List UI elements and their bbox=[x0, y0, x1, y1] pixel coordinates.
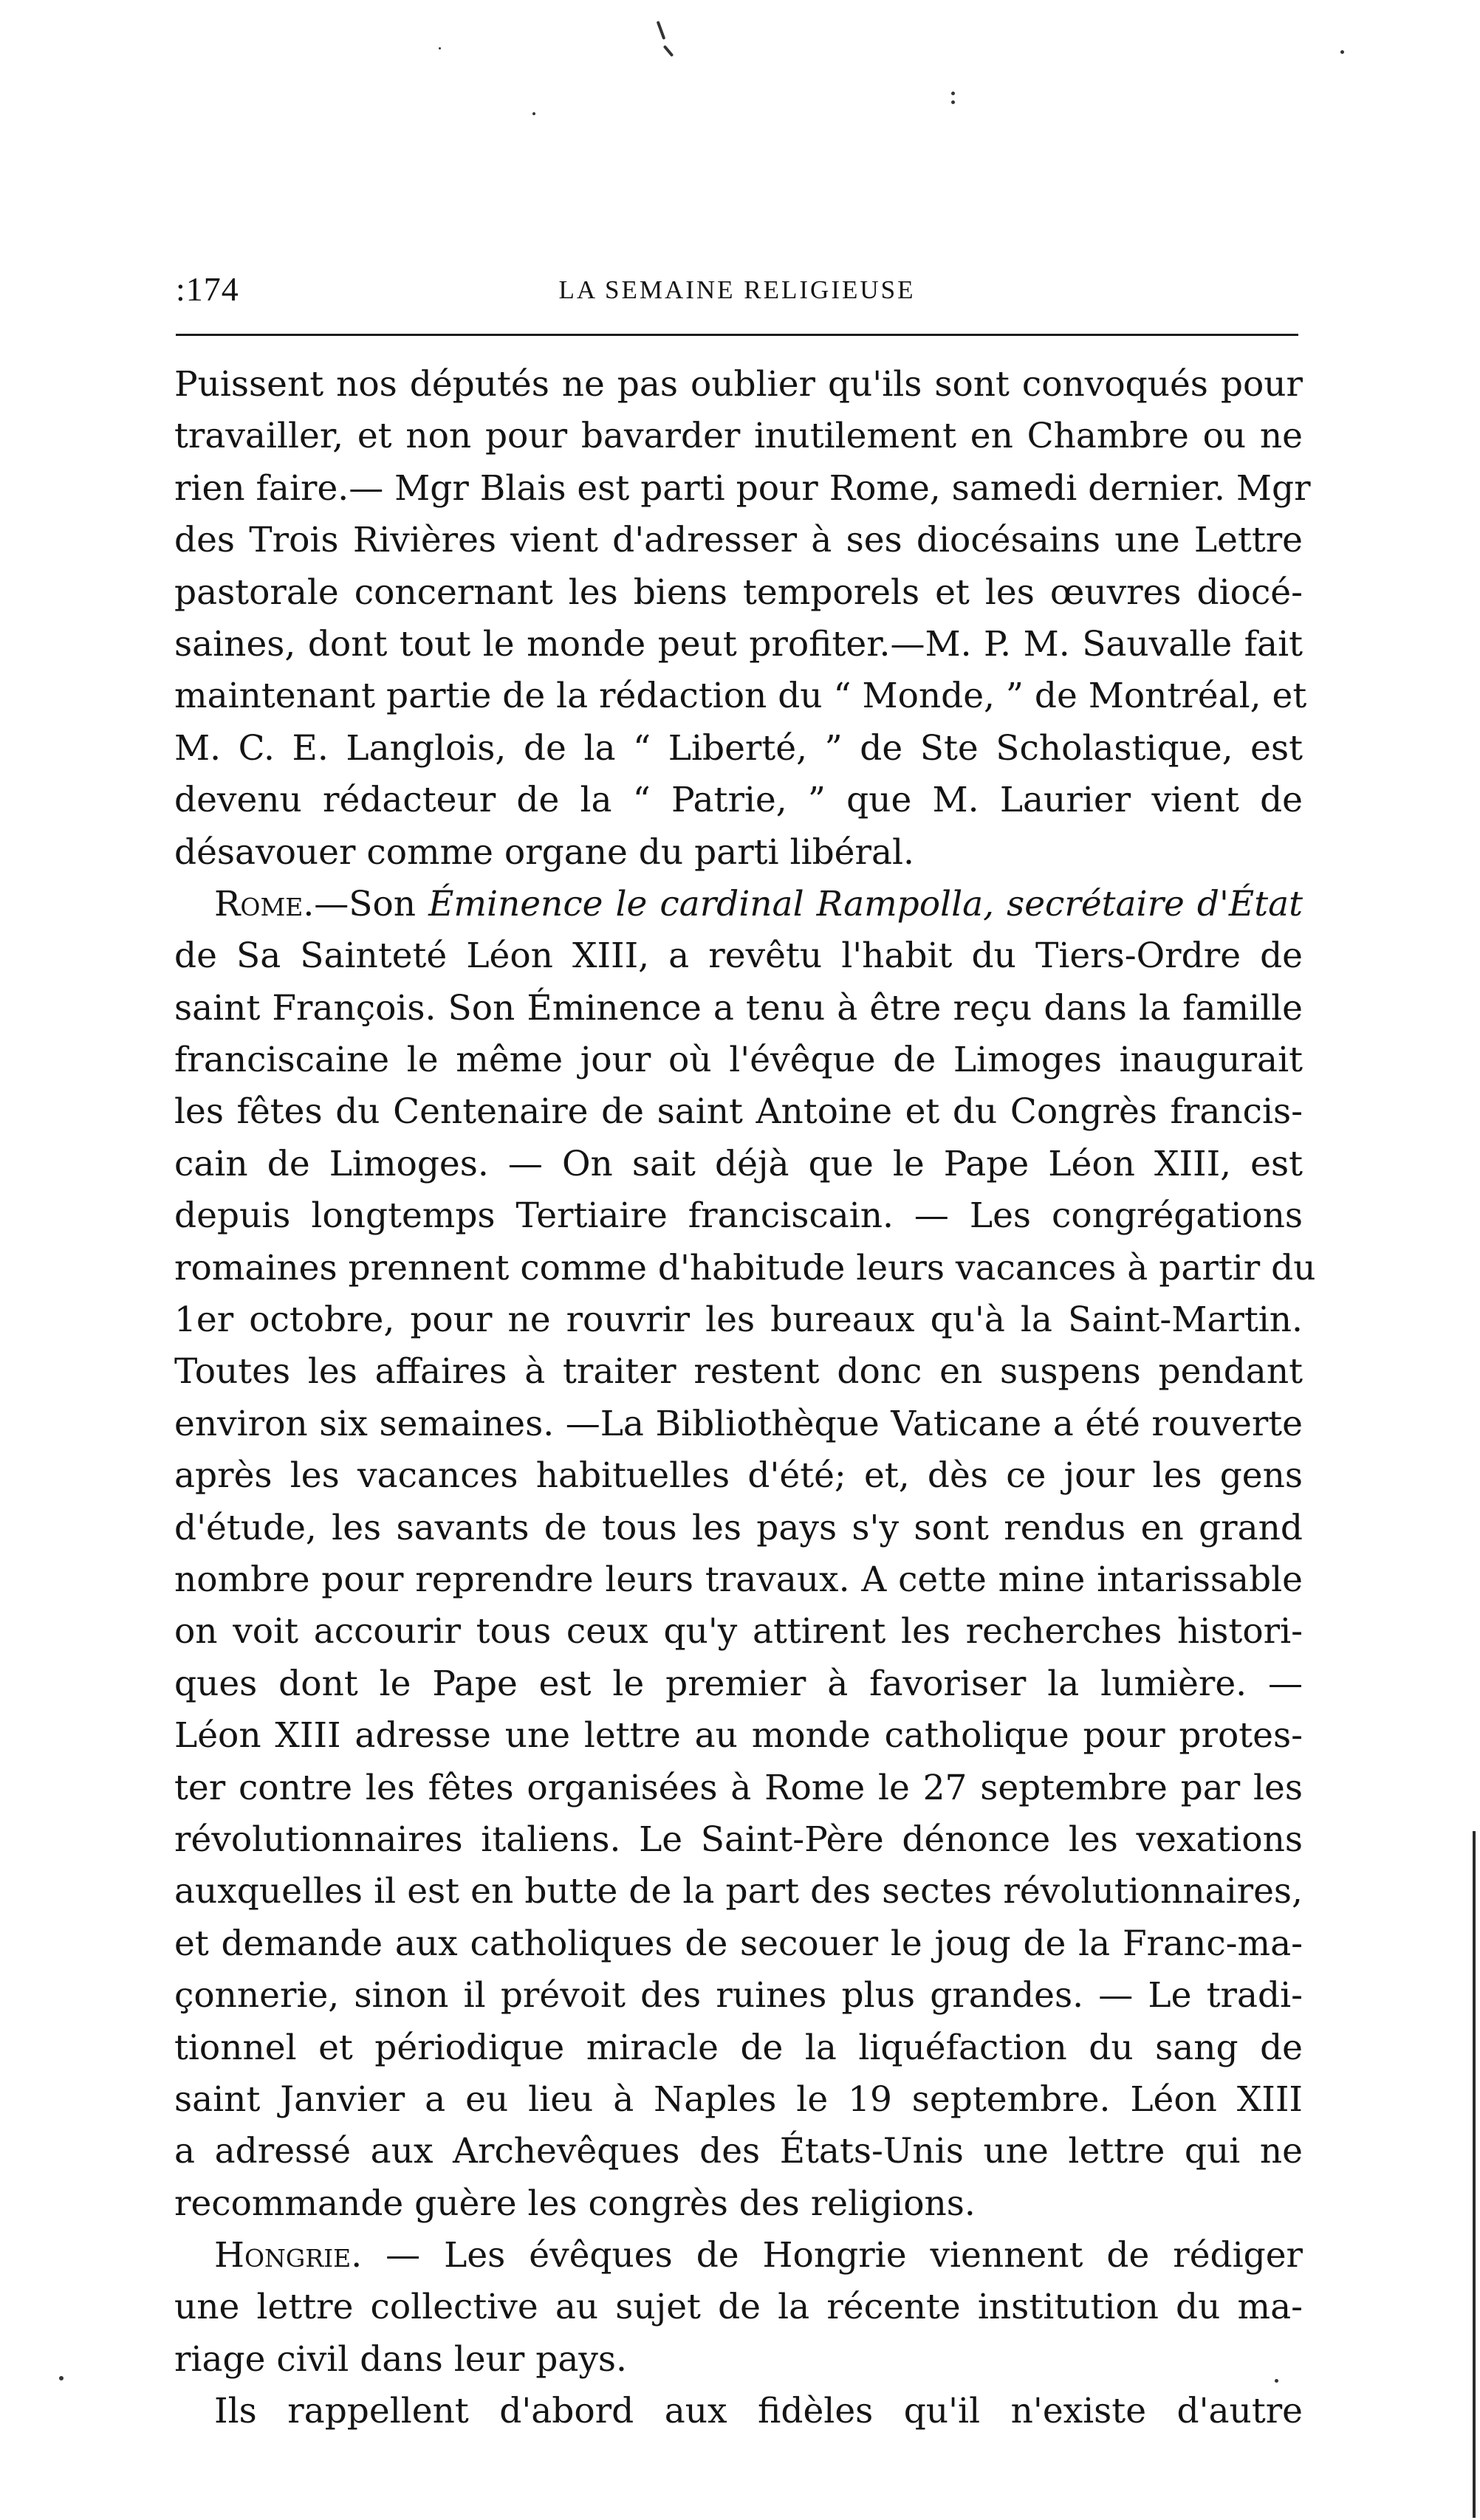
rome-paragraph-start bbox=[174, 879, 1303, 930]
print-speck bbox=[657, 21, 666, 40]
print-speck bbox=[663, 45, 674, 57]
text-line: de Sa Sainteté Léon XIII, a revêtu l'habit du Tiers-Ordre de bbox=[174, 935, 1303, 977]
rome-italic-text: Éminence le cardinal Rampolla, secrétaire d'État bbox=[428, 883, 1303, 924]
running-title: LA SEMAINE RELIGIEUSE bbox=[558, 275, 916, 304]
text-line: depuis longtemps Tertiaire franciscain. — Les congrégations bbox=[174, 1195, 1303, 1237]
text-line: tionnel et périodique miracle de la liquéfaction du sang de bbox=[174, 2027, 1303, 2068]
text-line: devenu rédacteur de la “ Patrie, ” que M. Laurier vient de bbox=[174, 780, 1303, 821]
page-edge-shadow bbox=[1473, 1831, 1476, 2518]
hongrie-heading: Hongrie. bbox=[214, 2235, 363, 2276]
text-line: révolutionnaires italiens. Le Saint-Père dénonce les vexations bbox=[174, 1819, 1303, 1860]
text-line: riage civil dans leur pays. bbox=[174, 2338, 627, 2380]
page-number: :174 bbox=[176, 270, 239, 308]
text-line: et demande aux catholiques de secouer le joug de la Franc-ma- bbox=[174, 1923, 1303, 1964]
text-line: cain de Limoges. — On sait déjà que le Pape Léon XIII, est bbox=[174, 1143, 1303, 1184]
hongrie-text: — Les évêques de Hongrie viennent de rédiger bbox=[362, 2235, 1303, 2276]
text-line: 1er octobre, pour ne rouvrir les bureaux qu'à la Saint-Martin. bbox=[174, 1300, 1303, 1341]
text-line: maintenant partie de la rédaction du “ Monde, ” de Montréal, et bbox=[174, 676, 1307, 717]
text-line: saint François. Son Éminence a tenu à être reçu dans la famille bbox=[174, 987, 1303, 1029]
print-speck bbox=[1340, 50, 1344, 54]
print-speck bbox=[951, 100, 955, 104]
text-line: désavouer comme organe du parti libéral. bbox=[174, 831, 914, 873]
text-line: on voit accourir tous ceux qu'y attirent les recherches histori- bbox=[174, 1611, 1303, 1652]
text-line: saint Janvier a eu lieu à Naples le 19 septembre. Léon XIII bbox=[174, 2078, 1303, 2120]
rome-dash: —Son bbox=[314, 883, 429, 924]
text-line: d'étude, les savants de tous les pays s'y sont rendus en grand bbox=[174, 1507, 1303, 1548]
text-line: travailler, et non pour bavarder inutilement en Chambre ou ne bbox=[174, 416, 1303, 457]
text-line: Toutes les affaires à traiter restent donc en suspens pendant bbox=[174, 1351, 1303, 1393]
text-line: des Trois Rivières vient d'adresser à ses diocésains une Lettre bbox=[174, 520, 1303, 561]
text-line: ques dont le Pape est le premier à favoriser la lumière. — bbox=[174, 1663, 1303, 1704]
text-line: Léon XIII adresse une lettre au monde catholique pour protes- bbox=[174, 1715, 1303, 1757]
text-line: M. C. E. Langlois, de la “ Liberté, ” de Ste Scholastique, est bbox=[174, 727, 1303, 769]
text-line: Ils rappellent d'abord aux fidèles qu'il n'existe d'autre bbox=[214, 2391, 1303, 2432]
text-line: nombre pour reprendre leurs travaux. A cette mine intarissable bbox=[174, 1559, 1303, 1600]
text-line: a adressé aux Archevêques des États-Unis une lettre qui ne bbox=[174, 2131, 1303, 2172]
text-line: ter contre les fêtes organisées à Rome le 27 septembre par les bbox=[174, 1767, 1303, 1808]
text-line: çonnerie, sinon il prévoit des ruines plus grandes. — Le tradi- bbox=[174, 1975, 1303, 2016]
page-header bbox=[176, 269, 1298, 314]
text-line: pastorale concernant les biens temporels et les œuvres diocé- bbox=[174, 571, 1303, 613]
hongrie-paragraph-start bbox=[174, 2230, 1303, 2282]
text-line: auxquelles il est en butte de la part des sectes révolutionnaires, bbox=[174, 1871, 1303, 1912]
article-body bbox=[174, 359, 1316, 2438]
text-line: franciscaine le même jour où l'évêque de Limoges inaugurait bbox=[174, 1040, 1303, 1081]
text-line: environ six semaines. —La Bibliothèque Vaticane a été rouverte bbox=[174, 1403, 1303, 1444]
rome-heading: Rome. bbox=[214, 883, 315, 924]
text-line: recommande guère les congrès des religions. bbox=[174, 2183, 976, 2224]
print-speck bbox=[1275, 2379, 1278, 2383]
print-speck bbox=[951, 92, 955, 95]
text-line: romaines prennent comme d'habitude leurs vacances à partir du bbox=[174, 1247, 1316, 1288]
header-rule bbox=[176, 334, 1298, 336]
text-line: saines, dont tout le monde peut profiter.—M. P. M. Sauvalle fait bbox=[174, 623, 1303, 665]
text-line: une lettre collective au sujet de la récente institution du ma- bbox=[174, 2287, 1303, 2328]
text-line: rien faire.— Mgr Blais est parti pour Rome, samedi dernier. Mgr bbox=[174, 467, 1311, 509]
print-speck bbox=[59, 2376, 64, 2380]
text-line: après les vacances habituelles d'été; et, dès ce jour les gens bbox=[174, 1455, 1303, 1497]
text-line: Puissent nos députés ne pas oublier qu'ils sont convoqués pour bbox=[174, 364, 1303, 405]
text-line: les fêtes du Centenaire de saint Antoine et du Congrès francis- bbox=[174, 1091, 1303, 1133]
print-speck bbox=[439, 47, 441, 49]
print-speck bbox=[532, 112, 535, 115]
